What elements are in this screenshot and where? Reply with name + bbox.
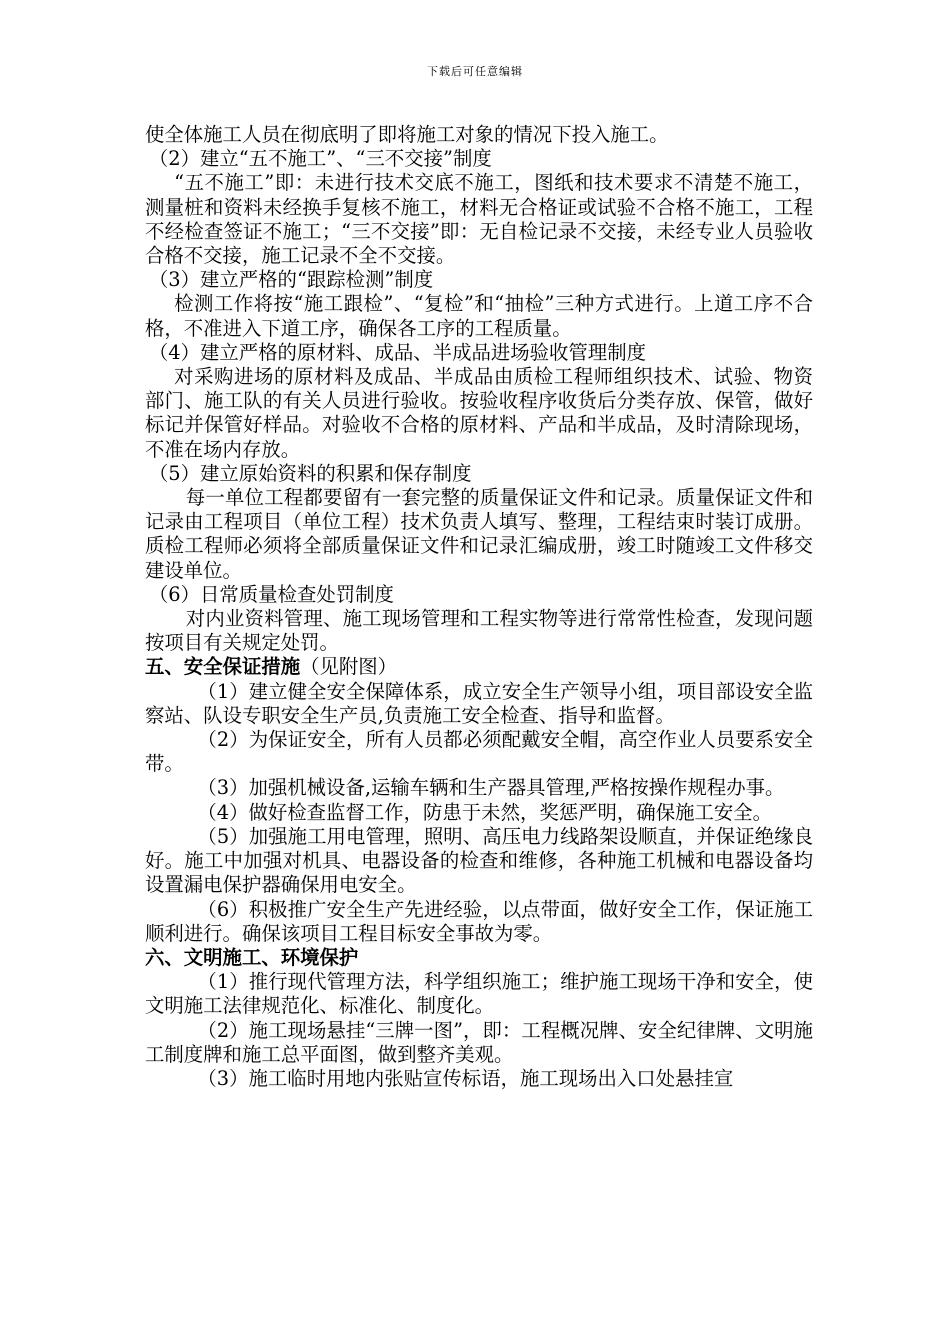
subheading: （3）建立严格的“跟踪检测”制度: [148, 268, 434, 292]
paragraph: 检测工作将按“施工跟检”、“复检”和“抽检”三种方式进行。上道工序不合格，不准进入下道工序，确保各工序的工程质量。: [145, 292, 813, 340]
paragraph: 对内业资料管理、施工现场管理和工程实物等进行常常性检查，发现问题按项目有关规定处罚。: [145, 607, 813, 655]
list-item: （2）施工现场悬挂“三牌一图”，即：工程概况牌、安全纪律牌、文明施工制度牌和施工总平面图，做到整齐美观。: [145, 1018, 813, 1066]
document-body: [145, 123, 813, 1091]
paragraph: 使全体施工人员在彻底明了即将施工对象的情况下投入施工。: [145, 123, 669, 146]
section-title: 六、文明施工、环境保护: [145, 945, 359, 969]
section-note: （见附图）: [300, 655, 398, 679]
list-item: （5）加强施工用电管理，照明、高压电力线路架设顺直，并保证绝缘良好。施工中加强对机具、电器设备的检查和维修，各种施工机械和电器设备均设置漏电保护器确保用电安全。: [145, 824, 813, 897]
section-heading: [145, 655, 813, 679]
list-item: （1）建立健全安全保障体系，成立安全生产领导小组，项目部设安全监察站、队设专职安全生产员,负责施工安全检查、指导和监督。: [145, 679, 813, 727]
list-item: （3）施工临时用地内张贴宣传标语，施工现场出入口处悬挂宣: [197, 1066, 734, 1090]
subheading: （4）建立严格的原材料、成品、半成品进场验收管理制度: [148, 340, 646, 364]
list-item: （4）做好检查监督工作，防患于未然，奖惩严明，确保施工安全。: [197, 800, 773, 824]
paragraph: 对采购进场的原材料及成品、半成品由质检工程师组织技术、试验、物资部门、施工队的有关人员进行验收。按验收程序收货后分类存放、保管，做好标记并保管好样品。对验收不合格的原材料、产品和半成品，及时清除现场，不准在场内存放。: [145, 365, 813, 461]
list-item: （2）为保证安全，所有人员都必须配戴安全帽，高空作业人员要系安全带。: [145, 728, 813, 776]
paragraph: 每一单位工程都要留有一套完整的质量保证文件和记录。质量保证文件和记录由工程项目（单位工程）技术负责人填写、整理，工程结束时装订成册。质检工程师必须将全部质量保证文件和记录汇编成册，竣工时随竣工文件移交建设单位。: [145, 486, 813, 582]
list-item: （1）推行现代管理方法，科学组织施工；维护施工现场干净和安全，使文明施工法律规范化、标准化、制度化。: [145, 970, 813, 1018]
list-item: （3）加强机械设备,运输车辆和生产器具管理,严格按操作规程办事。: [197, 776, 785, 800]
subheading: （6）日常质量检查处罚制度: [148, 582, 394, 606]
page-header: 下载后可任意编辑: [427, 65, 523, 78]
list-item: （6）积极推广安全生产先进经验，以点带面，做好安全工作，保证施工顺利进行。确保该项目工程目标安全事故为零。: [145, 897, 813, 945]
subheading: （2）建立“五不施工”、“三不交接”制度: [148, 147, 492, 171]
paragraph: “五不施工”即：未进行技术交底不施工，图纸和技术要求不清楚不施工，测量桩和资料未经换手复核不施工，材料无合格证或试验不合格不施工，工程不经检查签证不施工；“三不交接”即：无自检记录不交接，未经专业人员验收合格不交接，施工记录不全不交接。: [145, 171, 813, 268]
subheading: （5）建立原始资料的积累和保存制度: [148, 461, 472, 485]
section-title: 五、安全保证措施: [145, 655, 301, 679]
